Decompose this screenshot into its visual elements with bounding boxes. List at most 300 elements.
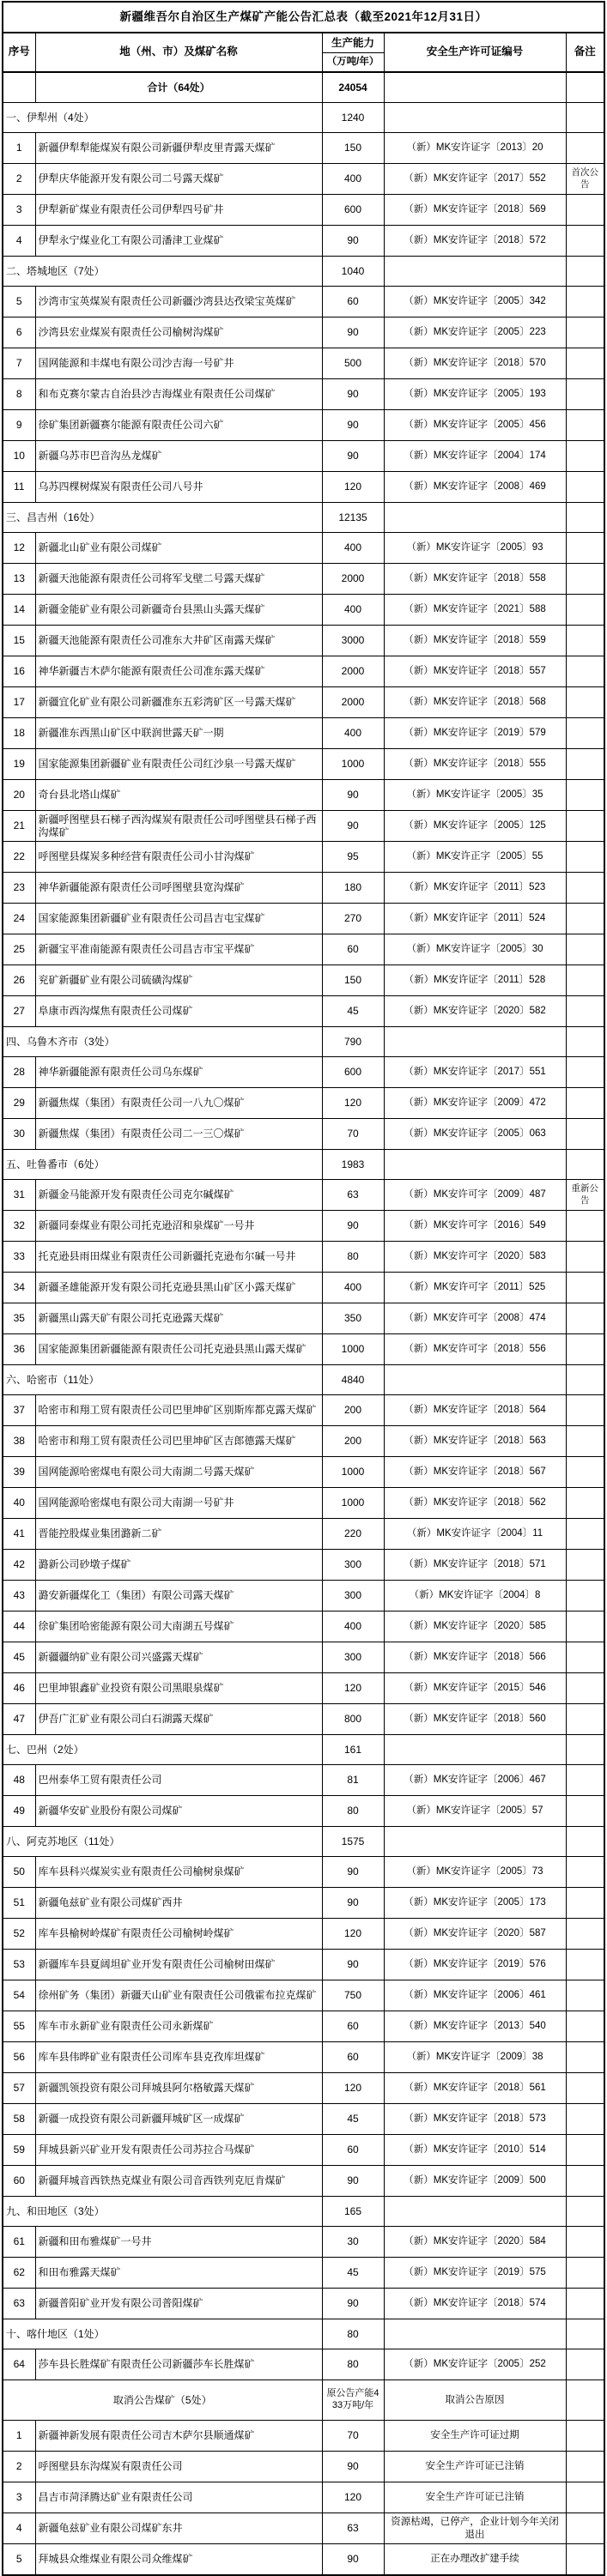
capacity-value: 120 [322,1919,384,1950]
license-number [384,1150,566,1180]
license-number [384,1827,566,1857]
mine-row [3,1857,604,1888]
license-number: （新）MK安许证字〔2018〕571 [384,1550,566,1581]
capacity-value: 400 [322,595,384,626]
license-number: （新）MK安许证字〔2011〕528 [384,965,566,996]
row-seq: 1 [3,2421,35,2452]
row-seq: 17 [3,687,35,718]
remark [566,2380,604,2421]
row-seq: 41 [3,1519,35,1550]
capacity-value: 45 [322,2258,384,2289]
remark [566,1334,604,1365]
row-seq: 45 [3,1642,35,1673]
mine-row [3,2073,604,2104]
section-row [3,2197,604,2227]
remark: 重新公告 [566,1180,604,1211]
remark [566,2421,604,2452]
mine-row [3,780,604,811]
capacity-value: 3000 [322,626,384,656]
section-name: 六、哈密市（11处） [3,1365,322,1395]
row-seq: 16 [3,656,35,687]
remark [566,1888,604,1919]
mine-name: 拜城县新兴矿业开发有限责任公司苏拉合马煤矿 [35,2135,322,2166]
capacity-value: 400 [322,1273,384,1303]
remark [566,965,604,996]
license-number [384,1365,566,1395]
row-seq: 15 [3,626,35,656]
row-seq: 44 [3,1612,35,1642]
mine-row [3,965,604,996]
mine-name: 国家能源集团新疆能源有限责任公司托克逊县黑山露天煤矿 [35,1334,322,1365]
row-seq: 55 [3,2011,35,2042]
cancel-row [3,2452,604,2482]
row-seq: 26 [3,965,35,996]
mine-name: 徐州矿务（集团）新疆天山矿业有限责任公司俄霍布拉克煤矿 [35,1980,322,2011]
license-number: （新）MK安许证字〔2018〕570 [384,348,566,379]
license-number: （新）MK安许证字〔2011〕523 [384,873,566,904]
remark [566,1980,604,2011]
license-number: （新）MK安许证字〔2018〕573 [384,2104,566,2135]
row-seq: 4 [3,226,35,257]
remark [566,934,604,965]
license-number: （新）MK安许可字〔2018〕556 [384,1334,566,1365]
mine-name: 新疆乌苏市巴音沟丛龙煤矿 [35,441,322,472]
remark [566,1612,604,1642]
mine-name: 新疆准东西黑山矿区中联润世露天矿一期 [35,718,322,749]
remark [566,780,604,811]
mine-row [3,1888,604,1919]
license-number: （新）MK安许证字〔2005〕342 [384,287,566,317]
row-seq: 2 [3,2452,35,2482]
row-seq: 12 [3,533,35,564]
license-number: （新）MK安许证字〔2020〕587 [384,1919,566,1950]
section-capacity: 790 [322,1027,384,1057]
col-header-name: 地（州、市）及煤矿名称 [35,33,322,72]
mine-row [3,904,604,934]
cancel-section-label: 取消公告煤矿（5处） [3,2380,322,2421]
mine-name: 拜城县众维煤业有限公司众维煤矿 [35,2544,322,2576]
remark [566,379,604,410]
mine-name: 昌吉市菏泽腾达矿业有限责任公司 [35,2482,322,2513]
license-number: （新）MK安许证字〔2018〕562 [384,1488,566,1519]
section-name: 九、和田地区（3处） [3,2197,322,2227]
row-seq: 14 [3,595,35,626]
mine-row [3,1704,604,1735]
row-seq: 64 [3,2349,35,2380]
mine-name: 沙湾县宏业煤炭有限责任公司榆树沟煤矿 [35,317,322,348]
remark [566,718,604,749]
cancel-reason: 正在办理改扩建手续 [384,2544,566,2576]
license-number: （新）MK安许证字〔2011〕524 [384,904,566,934]
capacity-value: 200 [322,1426,384,1457]
mine-name: 沙湾市宝英煤炭有限责任公司新疆沙湾县达孜梁宝英煤矿 [35,287,322,317]
mine-name: 新疆圣雄能源开发有限公司托克逊县黑山矿区小露天煤矿 [35,1273,322,1303]
mine-row [3,1581,604,1612]
license-number: （新）MK安许可字〔2020〕583 [384,1242,566,1273]
mine-name: 莎车县长胜煤矿有限责任公司新疆莎车长胜煤矿 [35,2349,322,2380]
mine-row [3,195,604,226]
capacity-value: 80 [322,1242,384,1273]
remark [566,1488,604,1519]
capacity-value: 600 [322,1057,384,1088]
remark [566,226,604,257]
license-number: （新）MK安许证字〔2018〕555 [384,749,566,780]
section-name: 七、巴州（2处） [3,1735,322,1765]
capacity-value: 400 [322,533,384,564]
mine-row [3,226,604,257]
mine-name: 乌苏四棵树煤炭有限责任公司八号井 [35,472,322,503]
row-seq: 27 [3,996,35,1027]
mine-row [3,133,604,164]
remark [566,1273,604,1303]
section-row [3,1150,604,1180]
row-seq: 4 [3,2513,35,2544]
capacity-value: 300 [322,1550,384,1581]
capacity-value: 80 [322,1796,384,1827]
mine-row [3,2227,604,2258]
capacity-value: 90 [322,2166,384,2197]
mine-name: 新疆黑山露天矿有限公司托克逊露天煤矿 [35,1303,322,1334]
mine-name: 巴里坤银鑫矿业投资有限公司黑眼泉煤矿 [35,1673,322,1704]
row-seq: 9 [3,410,35,441]
remark: 首次公告 [566,164,604,195]
remark [566,564,604,595]
license-number: （新）MK安许证字〔2010〕514 [384,2135,566,2166]
mine-name: 阜康市西沟煤焦有限责任公司煤矿 [35,996,322,1027]
license-number: （新）MK安许证字〔2019〕576 [384,1950,566,1980]
mine-row [3,842,604,873]
mine-name: 新疆焦煤（集团）有限责任公司一八九〇煤矿 [35,1088,322,1119]
mine-row [3,317,604,348]
remark [566,441,604,472]
license-number: （新）MK安许证字〔2005〕73 [384,1857,566,1888]
row-seq: 52 [3,1919,35,1950]
capacity-value: 220 [322,1519,384,1550]
remark [566,1211,604,1242]
row-seq: 19 [3,749,35,780]
remark [566,1735,604,1765]
mine-row [3,164,604,195]
remark [566,1642,604,1673]
row-seq: 1 [3,133,35,164]
mine-row [3,1303,604,1334]
row-seq: 11 [3,472,35,503]
remark [566,195,604,226]
mine-row [3,2135,604,2166]
license-number: （新）MK安许证字〔2018〕561 [384,2073,566,2104]
mine-name: 神华新疆能源有限责任公司呼图壁县宽沟煤矿 [35,873,322,904]
mine-name: 伊犁永宁煤业化工有限公司潘津工业煤矿 [35,226,322,257]
row-seq: 48 [3,1765,35,1796]
mine-row [3,1119,604,1150]
capacity-value: 90 [322,2452,384,2482]
capacity-header-line1: 生产能力 [323,34,384,54]
row-seq: 49 [3,1796,35,1827]
license-number: （新）MK安许证字〔2004〕174 [384,441,566,472]
remark [566,2482,604,2513]
mine-name: 徐矿集团新疆赛尔能源有限责任公司六矿 [35,410,322,441]
mine-name: 新疆普阳矿业开发有限公司普阳煤矿 [35,2289,322,2319]
row-seq: 18 [3,718,35,749]
remark [566,2227,604,2258]
mine-row [3,1057,604,1088]
mine-name: 国家能源集团新疆矿业有限责任公司红沙泉一号露天煤矿 [35,749,322,780]
capacity-value: 90 [322,317,384,348]
section-row [3,2319,604,2349]
mine-name: 库车县科兴煤炭实业有限责任公司榆树泉煤矿 [35,1857,322,1888]
remark [566,2073,604,2104]
capacity-value: 60 [322,2042,384,2073]
license-number: （新）MK安许证字〔2021〕588 [384,595,566,626]
remark [566,2319,604,2349]
capacity-value: 70 [322,1119,384,1150]
cancel-header-row [3,2380,604,2421]
mine-name: 和田布雅露天煤矿 [35,2258,322,2289]
mine-row [3,1950,604,1980]
mine-row [3,379,604,410]
remark [566,626,604,656]
section-capacity: 12135 [322,503,384,533]
mine-name: 新疆天池能源有限责任公司将军戈壁二号露天煤矿 [35,564,322,595]
mine-name: 哈密市和翔工贸有限责任公司巴里坤矿区别斯库都克露天煤矿 [35,1395,322,1426]
section-capacity: 4840 [322,1365,384,1395]
remark [566,1395,604,1426]
remark [566,317,604,348]
row-seq: 25 [3,934,35,965]
mine-name: 神华新疆能源有限责任公司乌东煤矿 [35,1057,322,1088]
cancel-row [3,2421,604,2452]
mine-name: 新疆伊犁犁能煤炭有限公司新疆伊犁皮里青露天煤矿 [35,133,322,164]
license-number: （新）MK安许证字〔2020〕585 [384,1612,566,1642]
section-row [3,257,604,287]
mine-name: 新疆疆纳矿业有限公司兴盛露天煤矿 [35,1642,322,1673]
remark [566,1950,604,1980]
mine-name: 新疆一成投资有限公司新疆拜城矿区一成煤矿 [35,2104,322,2135]
mine-row [3,1765,604,1796]
row-seq: 21 [3,811,35,842]
license-number: （新）MK安许证字〔2018〕568 [384,687,566,718]
mine-row [3,2289,604,2319]
row-seq: 42 [3,1550,35,1581]
section-capacity: 161 [322,1735,384,1765]
capacity-value: 500 [322,348,384,379]
mine-row [3,749,604,780]
mine-name: 新疆龟兹矿业有限公司煤矿东井 [35,2513,322,2544]
license-number: （新）MK安许证字〔2005〕125 [384,811,566,842]
mine-name: 哈密市和翔工贸有限责任公司巴里坤矿区吉郎德露天煤矿 [35,1426,322,1457]
cancel-reason: 资源枯竭，已停产，企业计划今年关闭退出 [384,2513,566,2544]
capacity-value: 400 [322,1612,384,1642]
capacity-value: 600 [322,195,384,226]
license-number: （新）MK安许证字〔2015〕546 [384,1673,566,1704]
mine-row [3,1457,604,1488]
row-seq: 7 [3,348,35,379]
license-number [384,257,566,287]
mine-row [3,2258,604,2289]
row-seq: 40 [3,1488,35,1519]
license-number: （新）MK安许证字〔2018〕558 [384,564,566,595]
license-number: （新）MK安许证字〔2005〕57 [384,1796,566,1827]
remark [566,287,604,317]
capacity-value: 120 [322,472,384,503]
mine-name: 新疆神新发展有限责任公司吉木萨尔县顺通煤矿 [35,2421,322,2452]
capacity-value: 60 [322,934,384,965]
row-seq: 37 [3,1395,35,1426]
mine-name: 国家能源集团新疆矿业有限责任公司昌吉屯宝煤矿 [35,904,322,934]
license-number: （新）MK安许证字〔2018〕566 [384,1642,566,1673]
capacity-value: 90 [322,441,384,472]
remark [566,2011,604,2042]
license-number: （新）MK安许证字〔2005〕93 [384,533,566,564]
remark [566,1581,604,1612]
license-number: （新）MK安许证字〔2004〕8 [384,1581,566,1612]
mine-row [3,1550,604,1581]
row-seq: 54 [3,1980,35,2011]
mine-row [3,1519,604,1550]
mine-name: 新疆金能矿业有限公司新疆奇台县黑山头露天煤矿 [35,595,322,626]
cancel-reason: 安全生产许可证过期 [384,2421,566,2452]
mine-row [3,2104,604,2135]
remark [566,2258,604,2289]
mine-row [3,1273,604,1303]
remark [566,72,604,103]
section-name: 一、伊犁州（4处） [3,103,322,133]
mine-row [3,595,604,626]
row-seq: 2 [3,164,35,195]
mine-row [3,348,604,379]
license-number: （新）MK安许证字〔2008〕469 [384,472,566,503]
capacity-value: 120 [322,1673,384,1704]
remark [566,1704,604,1735]
mine-row [3,1426,604,1457]
remark [566,1673,604,1704]
license-number [384,1027,566,1057]
mine-row [3,1395,604,1426]
row-seq: 24 [3,904,35,934]
remark [566,1457,604,1488]
license-number: （新）MK安许证字〔2013〕20 [384,133,566,164]
row-seq: 10 [3,441,35,472]
mine-name: 库车县伟晔矿业有限责任公司库车县克孜库坦煤矿 [35,2042,322,2073]
license-number [384,2197,566,2227]
capacity-value: 90 [322,1211,384,1242]
mine-name: 国网能源哈密煤电有限公司大南湖二号露天煤矿 [35,1457,322,1488]
remark [566,1150,604,1180]
remark [566,1550,604,1581]
section-name: 十、喀什地区（1处） [3,2319,322,2349]
license-number: （新）MK安许证字〔2018〕569 [384,195,566,226]
mine-name: 托克逊县雨田煤业有限责任公司新疆托克逊布尔碱一号井 [35,1242,322,1273]
mine-row [3,996,604,1027]
mine-name: 新疆宝平准南能源有限责任公司昌吉市宝平煤矿 [35,934,322,965]
mine-row [3,1488,604,1519]
license-number: （新）MK安许可字〔2011〕525 [384,1273,566,1303]
capacity-header-line2: （万吨/年） [326,57,379,68]
remark [566,1519,604,1550]
license-number: （新）MK安许证字〔2018〕564 [384,1395,566,1426]
mine-row [3,1796,604,1827]
license-number: （新）MK安许证字〔2018〕572 [384,226,566,257]
remark [566,873,604,904]
row-seq: 36 [3,1334,35,1365]
row-seq: 20 [3,780,35,811]
col-header-note: 备注 [566,33,604,72]
remark [566,687,604,718]
capacity-value: 90 [322,1857,384,1888]
cancel-row [3,2513,604,2544]
col-header-license: 安全生产许可证编号 [384,33,566,72]
license-number: （新）MK安许证字〔2018〕559 [384,626,566,656]
capacity-value: 90 [322,780,384,811]
mine-name: 新疆宜化矿业有限公司新疆准东五彩湾矿区一号露天煤矿 [35,687,322,718]
license-number: （新）MK安许证字〔2019〕575 [384,2258,566,2289]
capacity-value: 90 [322,410,384,441]
mine-name: 新疆华安矿业股份有限公司煤矿 [35,1796,322,1827]
license-number: （新）MK安许证字〔2004〕11 [384,1519,566,1550]
capacity-value: 120 [322,1088,384,1119]
license-number: （新）MK安许证字〔2009〕472 [384,1088,566,1119]
capacity-value: 95 [322,842,384,873]
capacity-value: 180 [322,873,384,904]
mine-row [3,934,604,965]
license-number: （新）MK安许可字〔2008〕474 [384,1303,566,1334]
total-row [3,72,604,103]
mine-name: 神华新疆吉木萨尔能源有限责任公司准东露天煤矿 [35,656,322,687]
section-row [3,503,604,533]
capacity-value: 300 [322,1642,384,1673]
mine-name: 潞新公司砂墩子煤矿 [35,1550,322,1581]
capacity-value: 400 [322,718,384,749]
mine-row [3,533,604,564]
capacity-value: 120 [322,2482,384,2513]
license-number: （新）MK安许证字〔2020〕584 [384,2227,566,2258]
remark [566,2513,604,2544]
row-seq [3,72,35,103]
remark [566,410,604,441]
license-number: （新）MK安许证字〔2005〕456 [384,410,566,441]
title-row [3,2,604,33]
row-seq: 33 [3,1242,35,1273]
license-number: （新）MK安许证字〔2005〕063 [384,1119,566,1150]
mine-row [3,1334,604,1365]
row-seq: 34 [3,1273,35,1303]
capacity-value: 1000 [322,1488,384,1519]
row-seq: 23 [3,873,35,904]
mine-row [3,1673,604,1704]
mine-name: 晋能控股煤业集团潞新二矿 [35,1519,322,1550]
mine-name: 兖矿新疆矿业有限公司硫磺沟煤矿 [35,965,322,996]
license-number: （新）MK安许证字〔2005〕35 [384,780,566,811]
row-seq: 43 [3,1581,35,1612]
remark [566,1796,604,1827]
remark [566,257,604,287]
capacity-value: 150 [322,965,384,996]
mine-name: 新疆龟兹矿业有限公司煤矿西井 [35,1888,322,1919]
capacity-value: 2000 [322,687,384,718]
remark [566,1827,604,1857]
mine-name: 库车县榆树岭煤矿有限责任公司榆树岭煤矿 [35,1919,322,1950]
license-number: （新）MK安许证字〔2005〕30 [384,934,566,965]
cancel-reason: 安全生产许可证已注销 [384,2482,566,2513]
row-seq: 28 [3,1057,35,1088]
capacity-value: 200 [322,1395,384,1426]
row-seq: 22 [3,842,35,873]
mine-name: 伊吾广汇矿业有限公司白石湖露天煤矿 [35,1704,322,1735]
total-capacity: 24054 [322,72,384,103]
remark [566,811,604,842]
remark [566,1765,604,1796]
license-number: （新）MK安许证字〔2006〕467 [384,1765,566,1796]
